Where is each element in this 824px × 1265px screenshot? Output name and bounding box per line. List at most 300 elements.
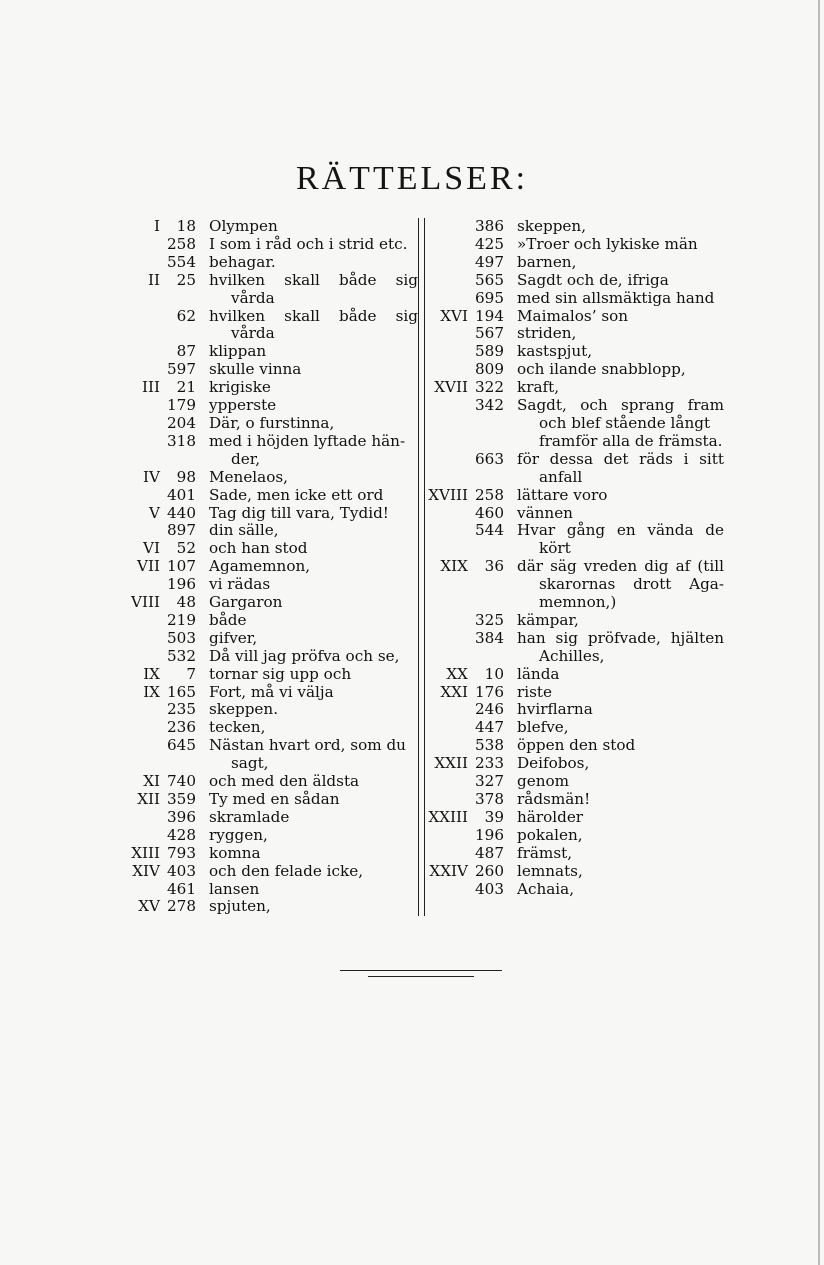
correction-text: kraft,: [517, 378, 560, 397]
errata-row: [428, 361, 724, 379]
correction-text: och blef stående långt: [539, 413, 711, 432]
correction-text: och med den äldsta: [209, 772, 360, 791]
book-number: [428, 522, 474, 540]
correction-text: och den felade icke,: [209, 861, 364, 880]
correction-text: Hvar gång en vända de: [517, 521, 724, 540]
book-number: [428, 648, 474, 666]
line-number: 532: [167, 646, 196, 665]
correction-text: och han stod: [209, 539, 308, 558]
correction-text: ypperste: [209, 396, 277, 415]
correction-text: rådsmän!: [517, 790, 591, 808]
correction-text: tornar sig upp och: [209, 664, 352, 683]
book-number: V: [149, 503, 160, 522]
book-number: [100, 451, 166, 469]
line-number: [474, 469, 517, 487]
line-number: 260: [475, 861, 504, 880]
book-number: [428, 397, 474, 415]
book-number: XII: [137, 790, 160, 808]
errata-row: [428, 343, 724, 361]
line-number: 179: [167, 396, 196, 415]
line-number: 342: [475, 396, 504, 415]
book-number: [428, 737, 474, 755]
errata-row: [428, 290, 724, 308]
errata-row: [100, 576, 418, 594]
line-number: 235: [167, 700, 196, 719]
book-number: XXIV: [429, 861, 468, 880]
errata-row: [100, 540, 418, 558]
line-number: [166, 290, 209, 308]
book-number: XXII: [434, 754, 468, 773]
errata-row: [100, 451, 418, 469]
correction-text: komna: [209, 843, 261, 862]
book-number: XXI: [440, 682, 468, 701]
correction-text: Achilles,: [539, 646, 605, 665]
line-number: 487: [475, 843, 504, 862]
book-number: [428, 612, 474, 630]
book-number: IX: [143, 682, 160, 701]
book-number: [100, 487, 166, 505]
book-number: [100, 236, 166, 254]
correction-text: kastspjut,: [517, 342, 593, 361]
book-number: XIV: [132, 861, 160, 880]
book-number: [428, 290, 474, 308]
book-number: [428, 218, 474, 236]
errata-row: [100, 737, 418, 755]
correction-text: lansen: [209, 879, 260, 898]
errata-row: [100, 361, 418, 379]
errata-row: [428, 719, 724, 737]
correction-text: spjuten,: [209, 897, 271, 916]
line-number: 98: [176, 467, 196, 486]
book-number: [100, 433, 166, 451]
correction-text: skeppen,: [517, 217, 587, 235]
book-number: [428, 451, 474, 469]
correction-text: pokalen,: [517, 825, 583, 844]
book-number: [428, 343, 474, 361]
correction-text: härolder: [517, 807, 584, 826]
errata-row: [100, 791, 418, 809]
book-number: II: [148, 270, 160, 289]
errata-row: [428, 540, 724, 558]
line-number: 565: [475, 270, 504, 289]
errata-row: [100, 505, 418, 523]
correction-text: kämpar,: [517, 610, 579, 629]
correction-text: för dessa det räds i sitt: [517, 449, 724, 468]
line-number: 384: [475, 628, 504, 647]
line-number: [166, 451, 209, 469]
book-number: [100, 361, 166, 379]
errata-row: [428, 863, 724, 881]
book-number: [428, 791, 474, 809]
book-number: [100, 308, 166, 326]
book-number: XX: [446, 664, 468, 683]
correction-text: der,: [231, 449, 261, 468]
errata-row: [100, 558, 418, 576]
errata-row: [100, 863, 418, 881]
book-number: [100, 325, 166, 343]
correction-text: Sagdt och de, ifriga: [517, 270, 669, 289]
correction-text: där säg vreden dig af (till: [517, 557, 724, 576]
book-number: [100, 755, 166, 773]
line-number: 233: [475, 754, 504, 773]
line-number: 567: [475, 324, 504, 343]
line-number: 793: [167, 843, 196, 862]
errata-row: [428, 487, 724, 505]
book-number: IX: [143, 664, 160, 683]
errata-row: [428, 451, 724, 469]
errata-row: [100, 612, 418, 630]
correction-text: I som i råd och i strid etc.: [209, 234, 408, 253]
errata-row: [100, 469, 418, 487]
errata-row: [428, 755, 724, 773]
line-number: [166, 755, 209, 773]
book-number: [100, 415, 166, 433]
errata-row: [428, 379, 724, 397]
line-number: 740: [167, 772, 196, 791]
book-number: VIII: [131, 593, 160, 612]
line-number: 497: [475, 252, 504, 271]
correction-text: Fort, må vi välja: [209, 682, 334, 701]
errata-row: [100, 272, 418, 290]
line-number: 176: [475, 682, 504, 701]
correction-text: Nästan hvart ord, som du: [209, 736, 406, 755]
line-number: 318: [167, 431, 196, 450]
book-number: [428, 576, 474, 594]
book-number: [428, 701, 474, 719]
line-number: 359: [167, 790, 196, 808]
book-number: [428, 773, 474, 791]
correction-text: vårda: [231, 324, 275, 343]
correction-text: ryggen,: [209, 825, 268, 844]
errata-row: [428, 272, 724, 290]
book-number: [428, 236, 474, 254]
line-number: 10: [484, 664, 504, 683]
book-number: XXIII: [428, 807, 468, 826]
errata-row: [100, 487, 418, 505]
correction-text: Achaia,: [517, 879, 575, 898]
book-number: [100, 737, 166, 755]
book-number: I: [154, 217, 160, 235]
line-number: 278: [167, 897, 196, 916]
book-number: [100, 343, 166, 361]
correction-text: och ilande snabblopp,: [517, 360, 686, 379]
book-number: [428, 719, 474, 737]
correction-text: lättare voro: [517, 485, 608, 504]
line-number: 447: [475, 718, 504, 737]
errata-row: [428, 648, 724, 666]
line-number: 196: [167, 575, 196, 594]
line-number: 194: [475, 306, 504, 325]
page-edge: [818, 0, 820, 1265]
errata-row: [428, 325, 724, 343]
errata-row: [428, 505, 724, 523]
line-number: 897: [167, 521, 196, 540]
correction-text: vännen: [517, 503, 573, 522]
errata-row: [428, 469, 724, 487]
book-number: [428, 469, 474, 487]
book-number: [100, 881, 166, 899]
correction-text: blefve,: [517, 718, 569, 737]
errata-row: [428, 666, 724, 684]
correction-text: hvilken skall både sig: [209, 270, 418, 289]
line-number: 695: [475, 288, 504, 307]
book-number: [428, 433, 474, 451]
book-number: [100, 290, 166, 308]
line-number: 440: [167, 503, 196, 522]
correction-text: Deifobos,: [517, 754, 590, 773]
correction-text: Maimalos’ son: [517, 306, 629, 325]
correction-text: Menelaos,: [209, 467, 288, 486]
correction-text: din sälle,: [209, 521, 279, 540]
line-number: 236: [167, 718, 196, 737]
errata-row: [100, 522, 418, 540]
errata-row: [100, 594, 418, 612]
errata-row: [100, 898, 418, 916]
errata-row: [100, 379, 418, 397]
correction-text: lemnats,: [517, 861, 583, 880]
errata-row: [428, 845, 724, 863]
book-number: [100, 576, 166, 594]
book-number: [428, 415, 474, 433]
line-number: 425: [475, 234, 504, 253]
book-number: [100, 701, 166, 719]
line-number: 246: [475, 700, 504, 719]
page-title: RÄTTELSER:: [295, 160, 529, 197]
errata-row: [428, 630, 724, 648]
line-number: [474, 576, 517, 594]
line-number: [474, 433, 517, 451]
correction-text: Tag dig till vara, Tydid!: [209, 503, 389, 522]
line-number: 62: [176, 306, 196, 325]
line-number: 544: [475, 521, 504, 540]
errata-row: [100, 719, 418, 737]
errata-row: [428, 522, 724, 540]
line-number: 378: [475, 790, 504, 808]
line-number: 396: [167, 807, 196, 826]
errata-row: [100, 701, 418, 719]
book-number: XVIII: [428, 485, 468, 504]
errata-row: [428, 236, 724, 254]
book-number: [428, 881, 474, 899]
correction-text: med sin allsmäktiga hand: [517, 288, 715, 307]
errata-row: [100, 343, 418, 361]
correction-text: kört: [539, 539, 571, 558]
correction-text: krigiske: [209, 378, 271, 397]
correction-text: Där, o furstinna,: [209, 413, 335, 432]
line-number: [474, 415, 517, 433]
line-number: 322: [475, 378, 504, 397]
book-number: [428, 325, 474, 343]
book-number: XVII: [434, 378, 468, 397]
errata-row: [100, 684, 418, 702]
book-number: [428, 594, 474, 612]
book-number: [100, 612, 166, 630]
errata-row: [428, 684, 724, 702]
book-number: [100, 522, 166, 540]
book-number: XV: [138, 897, 160, 916]
errata-row: [100, 236, 418, 254]
line-number: 36: [484, 557, 504, 576]
errata-row: [100, 308, 418, 326]
book-number: [100, 254, 166, 272]
correction-text: både: [209, 610, 247, 629]
line-number: 428: [167, 825, 196, 844]
book-number: XIII: [131, 843, 160, 862]
errata-row: [100, 325, 418, 343]
line-number: [474, 648, 517, 666]
correction-text: skeppen.: [209, 700, 279, 719]
line-number: 87: [176, 342, 196, 361]
correction-text: striden,: [517, 324, 577, 343]
errata-row: [100, 755, 418, 773]
correction-text: barnen,: [517, 252, 577, 271]
line-number: 219: [167, 610, 196, 629]
line-number: [166, 325, 209, 343]
correction-text: hvirflarna: [517, 700, 593, 719]
line-number: 107: [167, 557, 196, 576]
correction-text: han sig pröfvade, hjälten: [517, 628, 724, 647]
correction-text: Sagdt, och sprang fram: [517, 396, 724, 415]
errata-row: [428, 433, 724, 451]
correction-text: memnon,): [539, 593, 617, 612]
correction-text: gifver,: [209, 628, 258, 647]
line-number: 386: [475, 217, 504, 235]
line-number: 39: [484, 807, 504, 826]
errata-row: [428, 773, 724, 791]
correction-text: Gargaron: [209, 593, 283, 612]
correction-text: tecken,: [209, 718, 266, 737]
correction-text: med i höjden lyftade hän-: [209, 431, 406, 450]
correction-text: främst,: [517, 843, 573, 862]
book-number: [100, 648, 166, 666]
book-number: [100, 827, 166, 845]
line-number: 589: [475, 342, 504, 361]
errata-row: [428, 701, 724, 719]
line-number: 403: [475, 879, 504, 898]
line-number: 645: [167, 736, 196, 755]
line-number: 461: [167, 879, 196, 898]
correction-text: skramlade: [209, 807, 290, 826]
correction-text: riste: [517, 682, 553, 701]
correction-text: anfall: [539, 467, 583, 486]
line-number: 460: [475, 503, 504, 522]
errata-row: [428, 308, 724, 326]
book-number: [100, 719, 166, 737]
errata-row: [100, 415, 418, 433]
correction-text: Sade, men icke ett ord: [209, 485, 384, 504]
book-number: XVI: [440, 306, 468, 325]
errata-row: [428, 254, 724, 272]
correction-text: hvilken skall både sig: [209, 306, 418, 325]
errata-row: [428, 558, 724, 576]
errata-row: [428, 737, 724, 755]
book-number: [428, 361, 474, 379]
errata-row: [100, 845, 418, 863]
correction-text: behagar.: [209, 252, 276, 271]
end-rule-long: [340, 970, 502, 971]
book-number: [428, 505, 474, 523]
line-number: [474, 540, 517, 558]
line-number: 663: [475, 449, 504, 468]
errata-row: [428, 809, 724, 827]
correction-text: Ty med en sådan: [209, 790, 340, 808]
errata-row: [428, 576, 724, 594]
line-number: 554: [167, 252, 196, 271]
errata-row: [428, 827, 724, 845]
correction-text: vårda: [231, 288, 275, 307]
book-number: VI: [143, 539, 160, 558]
errata-row: [100, 881, 418, 899]
errata-left-column: [100, 218, 418, 916]
book-number: VII: [137, 557, 160, 576]
line-number: 258: [167, 234, 196, 253]
book-number: XI: [143, 772, 160, 791]
line-number: 25: [176, 270, 196, 289]
errata-row: [428, 594, 724, 612]
errata-row: [100, 254, 418, 272]
book-number: IV: [143, 467, 160, 486]
errata-row: [100, 630, 418, 648]
line-number: 503: [167, 628, 196, 647]
line-number: 21: [176, 378, 196, 397]
book-number: [100, 630, 166, 648]
errata-row: [100, 827, 418, 845]
book-number: III: [142, 378, 160, 397]
line-number: 809: [475, 360, 504, 379]
correction-text: lända: [517, 664, 560, 683]
correction-text: skulle vinna: [209, 360, 302, 379]
errata-row: [100, 218, 418, 236]
line-number: 401: [167, 485, 196, 504]
errata-row: [100, 397, 418, 415]
book-number: [428, 254, 474, 272]
line-number: [474, 594, 517, 612]
book-number: [428, 630, 474, 648]
correction-text: vi rädas: [209, 575, 271, 594]
errata-row: [100, 773, 418, 791]
errata-row: [428, 415, 724, 433]
book-number: [428, 845, 474, 863]
correction-text: Agamemnon,: [209, 557, 311, 576]
book-number: [100, 809, 166, 827]
errata-row: [428, 791, 724, 809]
line-number: 52: [176, 539, 196, 558]
correction-text: Olympen: [209, 217, 278, 235]
line-number: 258: [475, 485, 504, 504]
errata-row: [100, 809, 418, 827]
correction-text: sagt,: [231, 754, 269, 773]
line-number: 538: [475, 736, 504, 755]
line-number: 7: [186, 664, 196, 683]
errata-row: [428, 612, 724, 630]
correction-text: »Troer och lykiske män: [517, 234, 698, 253]
errata-row: [428, 881, 724, 899]
line-number: 18: [176, 217, 196, 235]
line-number: 196: [475, 825, 504, 844]
end-rule-short: [368, 976, 474, 977]
line-number: 165: [167, 682, 196, 701]
book-number: [428, 827, 474, 845]
errata-right-column: [428, 218, 724, 898]
line-number: 48: [176, 593, 196, 612]
book-number: XIX: [440, 557, 468, 576]
correction-text: framför alla de främsta.: [539, 431, 723, 450]
line-number: 325: [475, 610, 504, 629]
errata-row: [100, 648, 418, 666]
correction-text: genom: [517, 772, 570, 791]
errata-row: [100, 290, 418, 308]
errata-row: [100, 666, 418, 684]
